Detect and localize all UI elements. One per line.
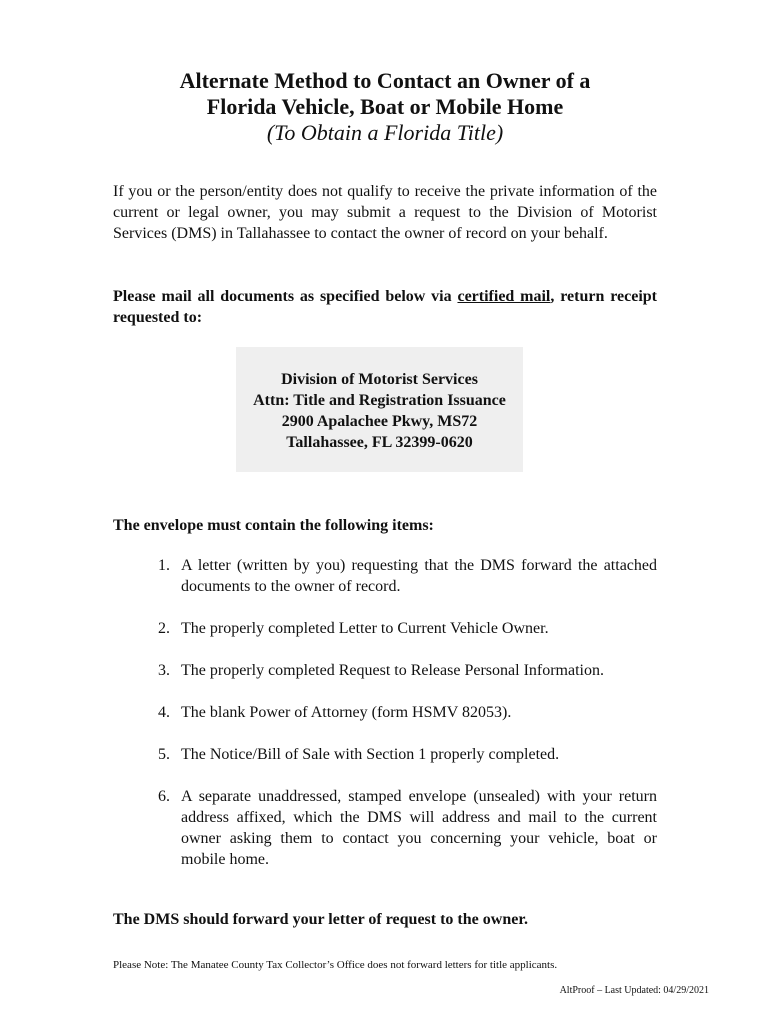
list-item <box>158 702 657 723</box>
address-line-4: Tallahassee, FL 32399-0620 <box>286 434 473 451</box>
list-item-number: 3. <box>158 662 170 679</box>
list-item-text: A letter (written by you) requesting that the DMS forward the attached documents to the owner of record. <box>181 557 657 595</box>
list-item-number: 1. <box>158 557 170 574</box>
address-line-3: 2900 Apalachee Pkwy, MS72 <box>281 413 478 430</box>
envelope-heading: The envelope must contain the following items: <box>113 517 434 534</box>
list-item-number: 6. <box>158 788 170 805</box>
list-item-text: A separate unaddressed, stamped envelope (unsealed) with your return address affixed, which the DMS will address and mail to the current owner asking them to contact you concerning your vehicle, boat or mobile home. <box>181 788 657 868</box>
intro-paragraph: If you or the person/entity does not qualify to receive the private information of the current or legal owner, you may submit a request to the Division of Motorist Services (DMS) in Tallahassee to contact the owner of record on your behalf. <box>113 183 657 242</box>
list-item <box>158 786 657 870</box>
list-item <box>158 618 657 639</box>
list-item-number: 4. <box>158 704 170 721</box>
document-subtitle: (To Obtain a Florida Title) <box>266 120 504 145</box>
list-item-number: 2. <box>158 620 170 637</box>
list-item-text: The properly completed Request to Release Personal Information. <box>181 662 604 679</box>
list-item-text: The blank Power of Attorney (form HSMV 82053). <box>181 704 512 721</box>
list-item <box>158 744 657 765</box>
address-line-2: Attn: Title and Registration Issuance <box>253 392 506 409</box>
dms-forward-statement: The DMS should forward your letter of request to the owner. <box>113 911 528 928</box>
mailing-address-box <box>236 347 523 472</box>
document-title-line2: Florida Vehicle, Boat or Mobile Home <box>206 94 564 119</box>
address-line-1: Division of Motorist Services <box>281 371 478 388</box>
note-text: Please Note: The Manatee County Tax Collector’s Office does not forward letters for title applicants. <box>113 959 558 971</box>
mail-instruction-before: Please mail all documents as specified below via <box>113 288 458 305</box>
mail-instruction-after: , return receipt requested to: <box>113 288 657 326</box>
mail-instruction <box>113 286 657 328</box>
list-item-number: 5. <box>158 746 170 763</box>
list-item <box>158 555 657 597</box>
footer-updated: AltProof – Last Updated: 04/29/2021 <box>559 985 709 996</box>
list-item <box>158 660 657 681</box>
document-title-line1: Alternate Method to Contact an Owner of a <box>179 68 591 93</box>
envelope-items-list <box>158 555 657 891</box>
certified-mail-text: certified mail <box>457 288 551 305</box>
list-item-text: The Notice/Bill of Sale with Section 1 properly completed. <box>181 746 560 763</box>
list-item-text: The properly completed Letter to Current Vehicle Owner. <box>181 620 549 637</box>
